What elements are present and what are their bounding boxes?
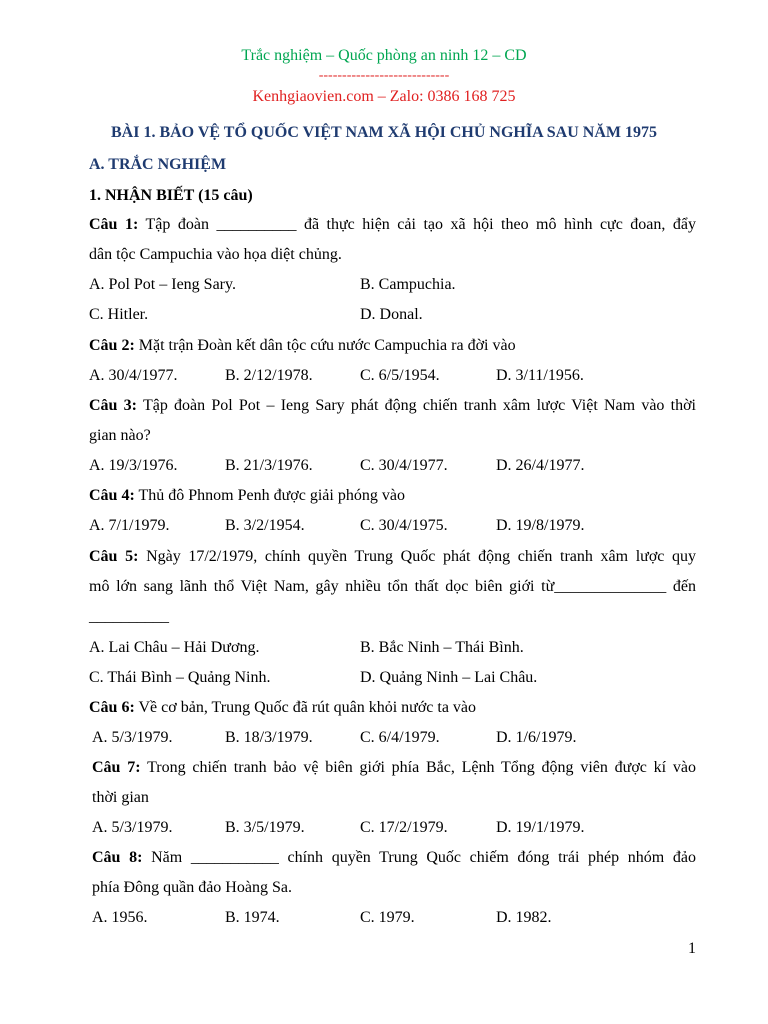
question-4-option-a: A. 7/1/1979. bbox=[89, 517, 170, 534]
section-title: A. TRẮC NGHIỆM bbox=[89, 156, 227, 173]
question-3-option-c: C. 30/4/1977. bbox=[360, 457, 448, 474]
subsection-title: 1. NHẬN BIẾT (15 câu) bbox=[89, 187, 253, 204]
question-6-option-b: B. 18/3/1979. bbox=[225, 729, 313, 746]
lesson-title: BÀI 1. BẢO VỆ TỔ QUỐC VIỆT NAM XÃ HỘI CHỦ NGHĨA SAU NĂM 1975 bbox=[111, 124, 657, 141]
question-2-label: Câu 2: bbox=[89, 337, 135, 354]
question-3-option-a: A. 19/3/1976. bbox=[89, 457, 178, 474]
question-6-option-a: A. 5/3/1979. bbox=[92, 729, 173, 746]
question-2-option-c: C. 6/5/1954. bbox=[360, 367, 440, 384]
question-3-line-2: gian nào? bbox=[89, 427, 151, 444]
question-8-line-2: phía Đông quần đảo Hoàng Sa. bbox=[92, 879, 292, 896]
question-5-option-a: A. Lai Châu – Hải Dương. bbox=[89, 639, 260, 656]
question-7-option-a: A. 5/3/1979. bbox=[92, 819, 173, 836]
header-title: Trắc nghiệm – Quốc phòng an ninh 12 – CD bbox=[241, 47, 527, 64]
question-6-line-1: Câu 6: Về cơ bản, Trung Quốc đã rút quân khỏi nước ta vào bbox=[89, 699, 477, 716]
question-3-option-d: D. 26/4/1977. bbox=[496, 457, 585, 474]
question-7-line-1: Câu 7: Trong chiến tranh bảo vệ biên giới phía Bắc, Lệnh Tổng động viên được kí vào bbox=[92, 759, 696, 776]
question-3-line-1: Câu 3: Tập đoàn Pol Pot – Ieng Sary phát động chiến tranh xâm lược Việt Nam vào thời bbox=[89, 397, 696, 414]
question-1-line-2: dân tộc Campuchia vào họa diệt chủng. bbox=[89, 246, 342, 263]
question-5-line-3: __________ bbox=[89, 608, 169, 625]
question-5-line-1: Câu 5: Ngày 17/2/1979, chính quyền Trung Quốc phát động chiến tranh xâm lược quy bbox=[89, 548, 697, 565]
question-1-option-a: A. Pol Pot – Ieng Sary. bbox=[89, 276, 236, 293]
question-4-line-1: Câu 4: Thủ đô Phnom Penh được giải phóng vào bbox=[89, 487, 405, 504]
question-2-line-1: Câu 2: Mặt trận Đoàn kết dân tộc cứu nước Campuchia ra đời vào bbox=[89, 337, 516, 354]
question-5-option-c: C. Thái Bình – Quảng Ninh. bbox=[89, 669, 271, 686]
question-1-option-b: B. Campuchia. bbox=[360, 276, 456, 293]
question-5-option-b: B. Bắc Ninh – Thái Bình. bbox=[360, 639, 524, 656]
question-5-line-2: mô lớn sang lãnh thổ Việt Nam, gây nhiều tổn thất dọc biên giới từ______________ đến bbox=[89, 578, 696, 595]
question-3-label: Câu 3: bbox=[89, 397, 137, 414]
question-8-option-d: D. 1982. bbox=[496, 909, 552, 926]
question-5-option-d: D. Quảng Ninh – Lai Châu. bbox=[360, 669, 538, 686]
question-4-option-d: D. 19/8/1979. bbox=[496, 517, 585, 534]
question-7-option-c: C. 17/2/1979. bbox=[360, 819, 448, 836]
question-7-label: Câu 7: bbox=[92, 759, 141, 776]
page-number: 1 bbox=[688, 940, 696, 957]
question-8-option-a: A. 1956. bbox=[92, 909, 148, 926]
question-1-line-1: Câu 1: Tập đoàn __________ đã thực hiện cải tạo xã hội theo mô hình cực đoan, đẩy bbox=[89, 216, 697, 233]
question-3-option-b: B. 21/3/1976. bbox=[225, 457, 313, 474]
question-5-label: Câu 5: bbox=[89, 548, 139, 565]
question-4-option-c: C. 30/4/1975. bbox=[360, 517, 448, 534]
question-2-option-d: D. 3/11/1956. bbox=[496, 367, 584, 384]
header-site: Kenhgiaovien.com – Zalo: 0386 168 725 bbox=[252, 88, 516, 105]
header-divider: ---------------------------- bbox=[318, 68, 450, 83]
question-8-line-1: Câu 8: Năm ___________ chính quyền Trung Quốc chiếm đóng trái phép nhóm đảo bbox=[92, 849, 697, 866]
question-1-option-d: D. Donal. bbox=[360, 306, 423, 323]
question-6-option-d: D. 1/6/1979. bbox=[496, 729, 577, 746]
question-4-option-b: B. 3/2/1954. bbox=[225, 517, 305, 534]
question-8-option-b: B. 1974. bbox=[225, 909, 280, 926]
question-1-label: Câu 1: bbox=[89, 216, 139, 233]
question-1-option-c: C. Hitler. bbox=[89, 306, 149, 323]
question-7-line-2: thời gian bbox=[92, 789, 149, 806]
question-2-option-a: A. 30/4/1977. bbox=[89, 367, 178, 384]
question-8-option-c: C. 1979. bbox=[360, 909, 415, 926]
question-7-option-b: B. 3/5/1979. bbox=[225, 819, 305, 836]
question-6-option-c: C. 6/4/1979. bbox=[360, 729, 440, 746]
question-2-option-b: B. 2/12/1978. bbox=[225, 367, 313, 384]
question-7-option-d: D. 19/1/1979. bbox=[496, 819, 585, 836]
question-6-label: Câu 6: bbox=[89, 699, 135, 716]
question-4-label: Câu 4: bbox=[89, 487, 135, 504]
question-8-label: Câu 8: bbox=[92, 849, 143, 866]
